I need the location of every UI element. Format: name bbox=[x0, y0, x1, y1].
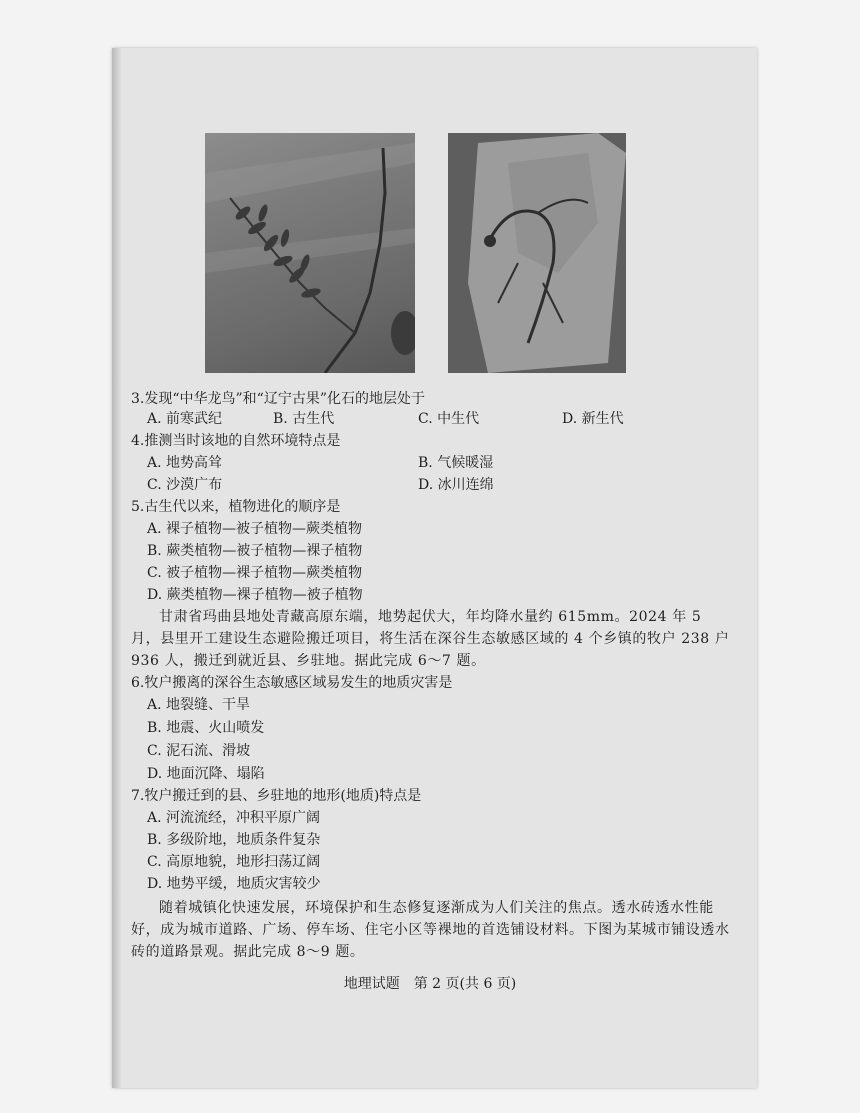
question-7-stem: 7.牧户搬迁到的县、乡驻地的地形(地质)特点是 bbox=[131, 788, 422, 804]
q4-option-d: D. 冰川连绵 bbox=[418, 477, 494, 493]
plant-fossil-image bbox=[205, 133, 415, 373]
q6-option-d: D. 地面沉降、塌陷 bbox=[147, 766, 265, 782]
q4-option-b: B. 气候暖湿 bbox=[418, 455, 494, 471]
passage-permeable-brick: 随着城镇化快速发展，环境保护和生态修复逐渐成为人们关注的焦点。透水砖透水性能好，成为城市道路、广场、停车场、住宅小区等裸地的首选铺设材料。下图为某城市铺设透水砖的道路景观。据此完成 8～9 题。 bbox=[131, 900, 730, 960]
q4-option-c: C. 沙漠广布 bbox=[147, 477, 223, 493]
q3-option-d: D. 新生代 bbox=[562, 411, 624, 427]
dinosaur-fossil-image bbox=[448, 133, 626, 373]
q5-option-b: B. 蕨类植物—被子植物—裸子植物 bbox=[147, 543, 363, 559]
q5-option-c: C. 被子植物—裸子植物—蕨类植物 bbox=[147, 565, 363, 581]
q6-option-b: B. 地震、火山喷发 bbox=[147, 720, 265, 736]
question-6-stem: 6.牧户搬离的深谷生态敏感区域易发生的地质灾害是 bbox=[131, 675, 453, 691]
q7-option-b: B. 多级阶地，地质条件复杂 bbox=[147, 832, 321, 848]
plant-fossil-photo bbox=[205, 133, 415, 373]
q3-option-b: B. 古生代 bbox=[273, 411, 335, 427]
q6-option-a: A. 地裂缝、干旱 bbox=[147, 697, 251, 713]
q3-option-a: A. 前寒武纪 bbox=[147, 411, 223, 427]
q5-option-d: D. 蕨类植物—裸子植物—被子植物 bbox=[147, 587, 363, 603]
passage-maqu-relocation: 甘肃省玛曲县地处青藏高原东端，地势起伏大，年均降水量约 615mm。2024 年 5 月，县里开工建设生态避险搬迁项目，将生活在深谷生态敏感区域的 4 个乡镇的牧户 238 户 936 人，搬迁到就近县、乡驻地。据此完成 6～7 题。 bbox=[131, 609, 730, 669]
q7-option-a: A. 河流流经，冲积平原广阔 bbox=[147, 810, 321, 826]
q7-option-d: D. 地势平缓，地质灾害较少 bbox=[147, 876, 321, 892]
page-footer: 地理试题 第 2 页(共 6 页) bbox=[343, 976, 517, 992]
question-3-stem: 3.发现“中华龙鸟”和“辽宁古果”化石的地层处于 bbox=[131, 391, 425, 407]
q4-option-a: A. 地势高耸 bbox=[147, 455, 223, 471]
q7-option-c: C. 高原地貌，地形扫荡辽阔 bbox=[147, 854, 321, 870]
q5-option-a: A. 裸子植物—被子植物—蕨类植物 bbox=[147, 521, 363, 537]
dinosaur-fossil-photo bbox=[448, 133, 626, 373]
q3-option-c: C. 中生代 bbox=[418, 411, 480, 427]
q6-option-c: C. 泥石流、滑坡 bbox=[147, 743, 251, 759]
question-5-stem: 5.古生代以来，植物进化的顺序是 bbox=[131, 499, 341, 515]
question-4-stem: 4.推测当时该地的自然环境特点是 bbox=[131, 433, 341, 449]
